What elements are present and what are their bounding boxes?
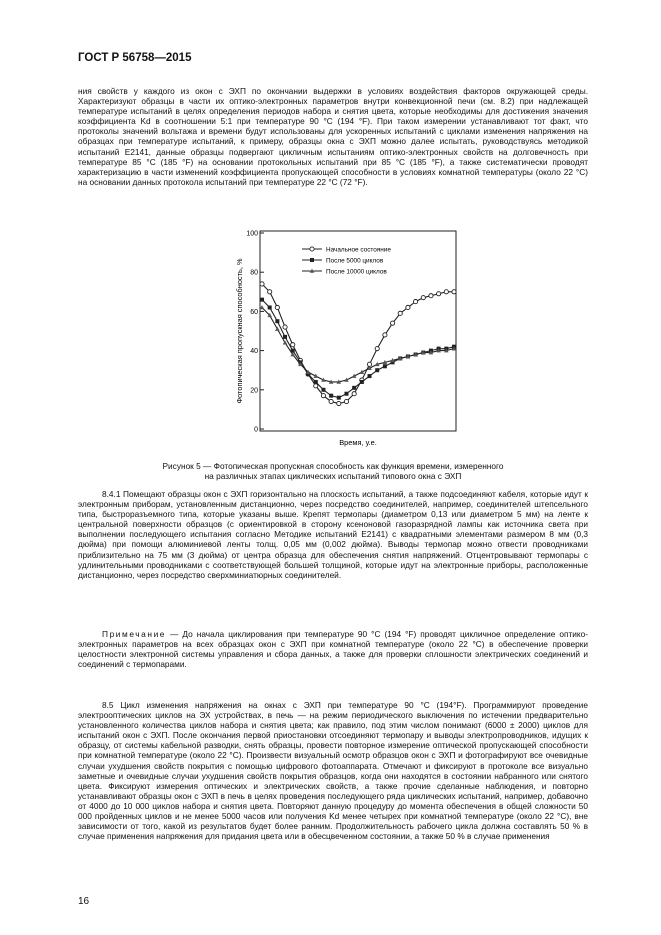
legend-label: После 10000 циклов — [326, 268, 387, 276]
y-ticks — [246, 231, 264, 434]
data-point — [421, 296, 425, 300]
data-point — [383, 364, 387, 368]
data-point — [368, 374, 372, 378]
legend-label: После 5000 циклов — [326, 257, 384, 265]
y-tick-label: 40 — [250, 348, 258, 356]
data-point — [375, 347, 379, 351]
data-point — [344, 392, 348, 396]
document-id-header: ГОСТ Р 56758—2015 — [78, 52, 192, 64]
y-tick-label: 100 — [246, 230, 258, 238]
y-tick-label: 20 — [250, 387, 258, 395]
paragraph-intro: ния свойств у каждого из окон с ЭХП по окончании выдержки в условиях воздействия факторов окружающей среды. Характеризуют образцы в части их оптико-электронных параметров внутри конвекционной печи (см. 8.2) при надлежащей температуре испытаний в целях определения периодов набора и снятия цвета, которые необходимы для достижения значения коэффициента Kd в соотношении 5:1 при температуре 90 °С (194 °F). При таком измерении устанавливают тот факт, что протоколы значений вольтажа и времени будут использованы для ускоренных испытаний с циклами изменения напряжения на образцах при температуре испытаний, к примеру, образцы окна с ЭХП можно далее испытать, руководствуясь методикой испытаний E2141, данные образцы подвергают цикличным испытаниям оптико-электронных свойств на долговечность при температуре 85 °С (185 °F) на основании протокольных испытаний при 85 °С (185 °F), а также систематически проводят характеризацию в части изменений коэффициента пропускающей способности в условиях комнатной температуры (около 22 °С) на основании данных протокола испытаний при температуре 22 °С (72 °F). — [78, 86, 588, 187]
legend-label: Начальное состояние — [326, 246, 391, 254]
data-point — [375, 368, 379, 372]
paragraph-8-4-1 — [78, 489, 588, 580]
data-point — [268, 290, 272, 294]
transmittance-chart — [230, 225, 462, 451]
data-point — [383, 333, 387, 337]
data-point — [314, 380, 318, 384]
y-tick-label: 0 — [254, 426, 258, 434]
data-point — [321, 394, 325, 398]
data-point — [390, 321, 394, 325]
figure-caption — [78, 461, 588, 482]
data-point — [268, 305, 272, 309]
data-point — [329, 399, 333, 403]
series-layer — [260, 282, 457, 406]
note-paragraph — [78, 629, 588, 669]
data-point — [360, 380, 364, 384]
paragraph-8-4-1-text: 8.4.1 Помещают образцы окон с ЭХП горизонтально на плоскость испытаний, а также подсоединяют кабеля, которые идут к электронным приборам, установленным дистанционно, через посредство соединителей, например, соединителей штепсельного типа, быстроразъемного типа, которые указаны выше. Крепят термопары (диаметром 0,13 или диаметром 5 мм) на ленте к центральной поверхности образцов (с ориентировкой в сторону ксеноновой газоразрядной лампы как источника света при выполнении последующего испытания согласно Методике испытаний E2141) с квадратными элементами размером 8 мм (0,3 дюйма) при помощи алюминиевой ленты толщ. 0,05 мм (0,002 дюйма). Выводы термопар можно отвести проводниками приблизительно на 75 мм (3 дюйма) от центра образца для обеспечения снятия напряжений. Отцентровывают термопары с удлинительными проводниками с соответствующей большей толщиной, которые идут на электронные приборы, расположенные дистанционно, через посредство сверхминиатюрных соединителей. — [78, 489, 588, 580]
data-point — [337, 396, 341, 400]
data-point — [429, 294, 433, 298]
data-point — [329, 394, 333, 398]
data-point — [283, 325, 287, 329]
caption-line-1: Рисунок 5 — Фотопическая пропускная способность как функция времени, измеренного — [162, 461, 504, 471]
data-point — [275, 305, 279, 309]
y-axis-label: Фотопическая пропускная способность, % — [235, 258, 244, 404]
data-point — [437, 292, 441, 296]
note-text: — До начала циклирования при температуре 90 °С (194 °F) проводят цикличное определение оптико-электронных параметров на всех образцах окон с ЭХП при комнатной температуре (около 22 °С) в обеспечение проверки целостности электронной системы управления и сбора данных, а также для проверки сплошности электрических соединений и соединений с термопарами. — [78, 629, 588, 670]
note-label: Примечание — [102, 629, 167, 639]
paragraph-8-5-text: 8.5 Цикл изменения напряжения на окнах с ЭХП при температуре 90 °С (194°F). Программируют проведение электрооптических циклов на ЭХ устройствах, в печь — на режим периодического выключения по истечении предварительно установленного количества циклов набора и снятия цвета; как правило, под этим числом понимают (6000 ± 2000) циклов для испытаний окон с ЭХП. После окончания первой приостановки отсоединяют термопару и выводы электропроводников, идущих к образцу, от системы кабельной разводки, снять образцы, провести повторное измерение оптической пропускающей способности при комнатной температуре (около 22 °С). Произвести визуальный осмотр образцов окон с ЭХП и фотографируют все очевидные случаи ухудшения свойств покрытия с помощью цифрового фотоаппарата. Отмечают и фиксируют в протоколе все визуально заметные и очевидные случаи ухудшения свойств покрытия образцов, когда они находятся в состоянии набранного или снятого цвета. Фиксируют измерения оптических и электрических свойств, а также прочие сделанные наблюдения, и повторно устанавливают образцы окон с ЭХП в печь в целях проведения последующего ряда циклических испытаний, например, добавочно от 4000 до 10 000 циклов набора и снятия цвета. Повторяют данную процедуру до момента обеспечения в общей сложности 50 000 пройденных циклов и не менее 5000 часов или получения Kd менее четырех при комнатной температуре (около 22 °С), вне зависимости от того, какой из результатов будет более ранним. Продолжительность рабочего цикла должна составлять 50 % в случае применения напряжения для придания цвета или в обесцвеченном состоянии, а также 50 % в случае применения — [78, 700, 588, 842]
figure-5 — [230, 225, 462, 451]
legend-marker — [310, 247, 314, 251]
legend — [302, 246, 391, 275]
legend-marker — [310, 258, 314, 262]
data-point — [414, 300, 418, 304]
data-point — [444, 290, 448, 294]
data-point — [314, 384, 318, 388]
data-point — [452, 290, 456, 294]
data-point — [352, 392, 356, 396]
data-point — [321, 388, 325, 392]
data-point — [291, 343, 295, 347]
data-point — [275, 319, 279, 323]
data-point — [398, 311, 402, 315]
data-point — [352, 386, 356, 390]
page-number: 16 — [78, 896, 90, 907]
paragraph-8-5 — [78, 700, 588, 841]
data-point — [344, 399, 348, 403]
caption-line-2: на различных этапах циклических испытаний типового окна с ЭХП — [204, 471, 462, 482]
data-point — [406, 305, 410, 309]
x-axis-label: Время, у.е. — [339, 438, 377, 447]
y-tick-label: 60 — [250, 308, 258, 316]
y-tick-label: 80 — [250, 269, 258, 277]
data-point — [260, 282, 264, 286]
data-point — [337, 401, 341, 405]
data-point — [367, 362, 371, 366]
data-point — [283, 335, 287, 339]
data-point — [260, 298, 264, 302]
